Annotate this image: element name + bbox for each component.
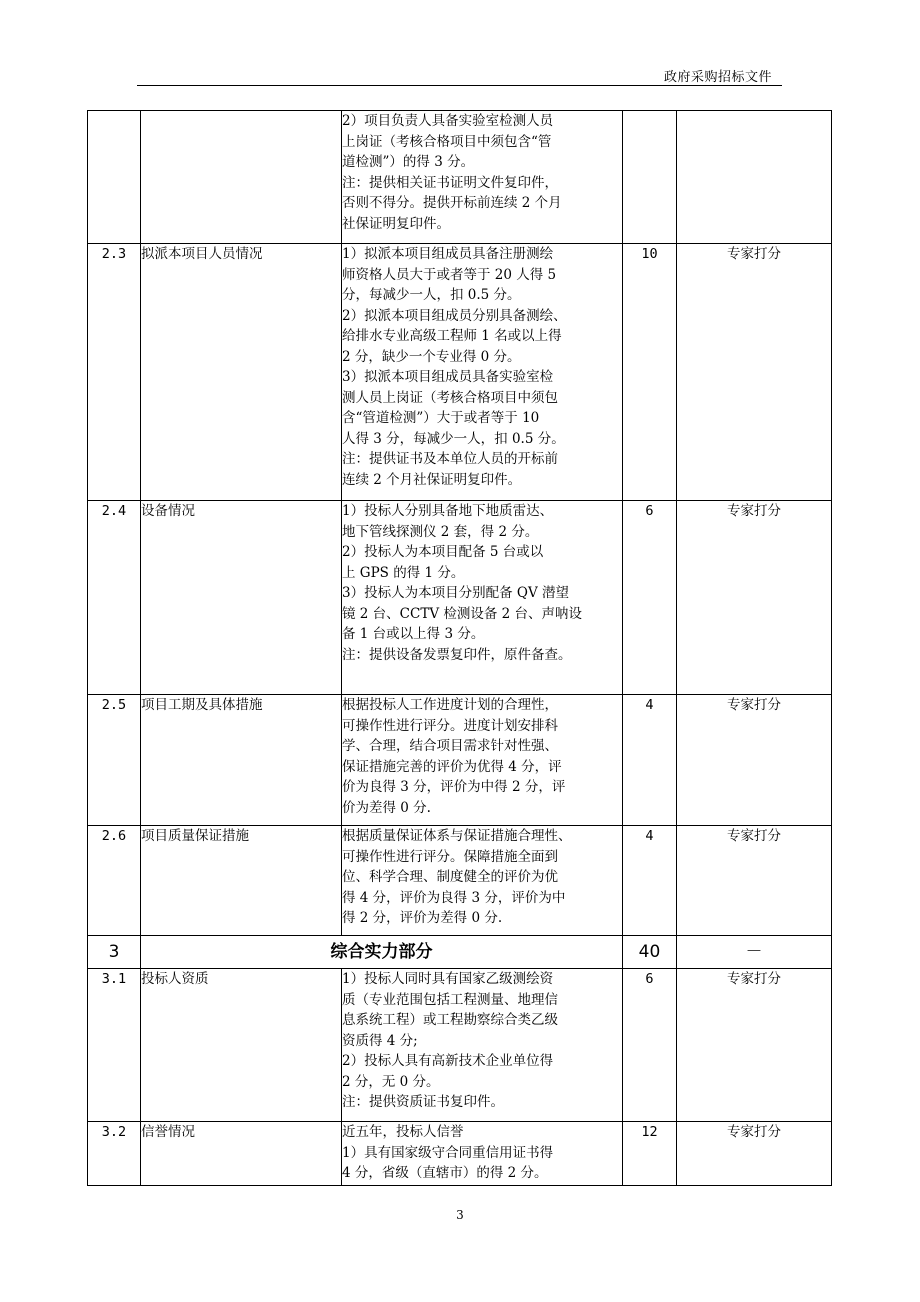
- criteria-line: 2）投标人具有高新技术企业单位得: [342, 1053, 554, 1069]
- scoring-criteria: [342, 695, 623, 826]
- criteria-line: 位、科学合理、制度健全的评价为优: [342, 869, 558, 885]
- item-name: 项目质量保证措施: [141, 826, 342, 936]
- section-method: －: [677, 936, 832, 969]
- scoring-criteria: [342, 1122, 623, 1186]
- section-row: [88, 936, 832, 969]
- criteria-line: 质（专业范围包括工程测量、地理信: [342, 991, 558, 1008]
- criteria-line: 可操作性进行评分。进度计划安排科: [342, 717, 558, 734]
- scoring-criteria: [342, 969, 623, 1122]
- item-name: 投标人资质: [141, 969, 342, 1122]
- item-name: 设备情况: [141, 501, 342, 695]
- criteria-line: 得 2 分，评价为差得 0 分.: [342, 910, 503, 926]
- criteria-line: 1）具有国家级守合同重信用证书得: [342, 1144, 554, 1161]
- criteria-line: 师资格人员大于或者等于 20 人得 5: [342, 266, 557, 283]
- criteria-line: 注：提供证书及本单位人员的开标前: [342, 451, 558, 467]
- item-score: 12: [623, 1122, 677, 1186]
- criteria-line: 含“管道检测”）大于或者等于 10: [342, 410, 540, 426]
- criteria-line: 1）拟派本项目组成员具备注册测绘: [342, 246, 554, 262]
- criteria-line: 根据投标人工作进度计划的合理性，: [342, 697, 558, 713]
- criteria-line: 3）投标人为本项目分别配备 QV 潜望: [342, 585, 569, 601]
- criteria-line: 社保证明复印件。: [342, 215, 450, 232]
- criteria-line: 近五年，投标人信誉: [342, 1124, 464, 1140]
- section-title: 综合实力部分: [141, 936, 623, 969]
- criteria-line: 测人员上岗证（考核合格项目中须包: [342, 389, 558, 406]
- criteria-line: 否则不得分。提供开标前连续 2 个月: [342, 195, 562, 211]
- section-number: 3: [88, 936, 141, 969]
- item-score: 6: [623, 501, 677, 695]
- criteria-line: 注：提供资质证书复印件。: [342, 1094, 504, 1110]
- item-number: 2.3: [88, 244, 141, 501]
- criteria-line: 上 GPS 的得 1 分。: [342, 564, 465, 581]
- item-name: [141, 111, 342, 244]
- item-number: 2.5: [88, 695, 141, 826]
- criteria-line: 得 4 分，评价为良得 3 分，评价为中: [342, 889, 566, 906]
- section-score: 40: [623, 936, 677, 969]
- scoring-criteria: [342, 501, 623, 695]
- criteria-line: 注：提供设备发票复印件，原件备查。: [342, 646, 572, 663]
- page-number: 3: [456, 1208, 464, 1222]
- item-number: 3.2: [88, 1122, 141, 1186]
- scoring-method: 专家打分: [677, 826, 832, 936]
- table-row: [88, 826, 832, 936]
- criteria-line: 2）投标人为本项目配备 5 台或以: [342, 544, 544, 560]
- item-score: 6: [623, 969, 677, 1122]
- table-row: [88, 111, 832, 244]
- criteria-line: 2 分，缺少一个专业得 0 分。: [342, 348, 521, 365]
- criteria-line: 人得 3 分，每减少一人，扣 0.5 分。: [342, 430, 565, 447]
- criteria-line: 根据质量保证体系与保证措施合理性、: [342, 828, 572, 844]
- item-score: 4: [623, 826, 677, 936]
- criteria-line: 上岗证（考核合格项目中须包含“管: [342, 133, 552, 150]
- criteria-line: 4 分，省级（直辖市）的得 2 分。: [342, 1165, 548, 1181]
- item-score: 4: [623, 695, 677, 826]
- criteria-line: 道检测”）的得 3 分。: [342, 154, 475, 170]
- scoring-table: [87, 110, 832, 1186]
- criteria-line: 资质得 4 分;: [342, 1032, 418, 1049]
- item-number: [88, 111, 141, 244]
- criteria-line: 分，每减少一人，扣 0.5 分。: [342, 287, 521, 303]
- criteria-line: 保证措施完善的评价为优得 4 分，评: [342, 758, 562, 775]
- scoring-method: 专家打分: [677, 695, 832, 826]
- item-name: 项目工期及具体措施: [141, 695, 342, 826]
- item-name: 拟派本项目人员情况: [141, 244, 342, 501]
- criteria-line: 息系统工程）或工程勘察综合类乙级: [342, 1012, 558, 1028]
- criteria-line: 连续 2 个月社保证明复印件。: [342, 471, 522, 488]
- table-row: [88, 501, 832, 695]
- header-title: 政府采购招标文件: [663, 70, 772, 85]
- criteria-line: 地下管线探测仪 2 套，得 2 分。: [342, 523, 539, 540]
- scoring-method: 专家打分: [677, 501, 832, 695]
- criteria-line: 价为差得 0 分.: [342, 799, 431, 816]
- item-score: [623, 111, 677, 244]
- table-row: [88, 244, 832, 501]
- criteria-line: 1）投标人同时具有国家乙级测绘资: [342, 971, 554, 987]
- criteria-line: 可操作性进行评分。保障措施全面到: [342, 848, 558, 865]
- scoring-criteria: [342, 244, 623, 501]
- table-row: [88, 1122, 832, 1186]
- item-number: 3.1: [88, 969, 141, 1122]
- scoring-method: 专家打分: [677, 1122, 832, 1186]
- scoring-criteria: [342, 111, 623, 244]
- criteria-line: 2）拟派本项目组成员分别具备测绘、: [342, 307, 567, 324]
- item-name: 信誉情况: [141, 1122, 342, 1186]
- table-row: [88, 695, 832, 826]
- criteria-line: 镜 2 台、CCTV 检测设备 2 台、声呐设: [342, 605, 583, 622]
- scoring-method: 专家打分: [677, 969, 832, 1122]
- criteria-line: 注：提供相关证书证明文件复印件，: [342, 174, 558, 191]
- criteria-line: 3）拟派本项目组成员具备实验室检: [342, 369, 554, 385]
- criteria-line: 备 1 台或以上得 3 分。: [342, 626, 485, 642]
- item-score: 10: [623, 244, 677, 501]
- criteria-line: 给排水专业高级工程师 1 名或以上得: [342, 328, 562, 344]
- criteria-line: 2）项目负责人具备实验室检测人员: [342, 113, 554, 129]
- table-row: [88, 969, 832, 1122]
- scoring-method: 专家打分: [677, 244, 832, 501]
- criteria-line: 价为良得 3 分，评价为中得 2 分，评: [342, 779, 566, 795]
- item-number: 2.6: [88, 826, 141, 936]
- scoring-method: [677, 111, 832, 244]
- item-number: 2.4: [88, 501, 141, 695]
- criteria-line: 1）投标人分别具备地下地质雷达、: [342, 503, 554, 519]
- criteria-line: 2 分，无 0 分。: [342, 1073, 440, 1090]
- criteria-line: 学、合理，结合项目需求针对性强、: [342, 738, 558, 754]
- header-rule: [137, 85, 782, 86]
- scoring-criteria: [342, 826, 623, 936]
